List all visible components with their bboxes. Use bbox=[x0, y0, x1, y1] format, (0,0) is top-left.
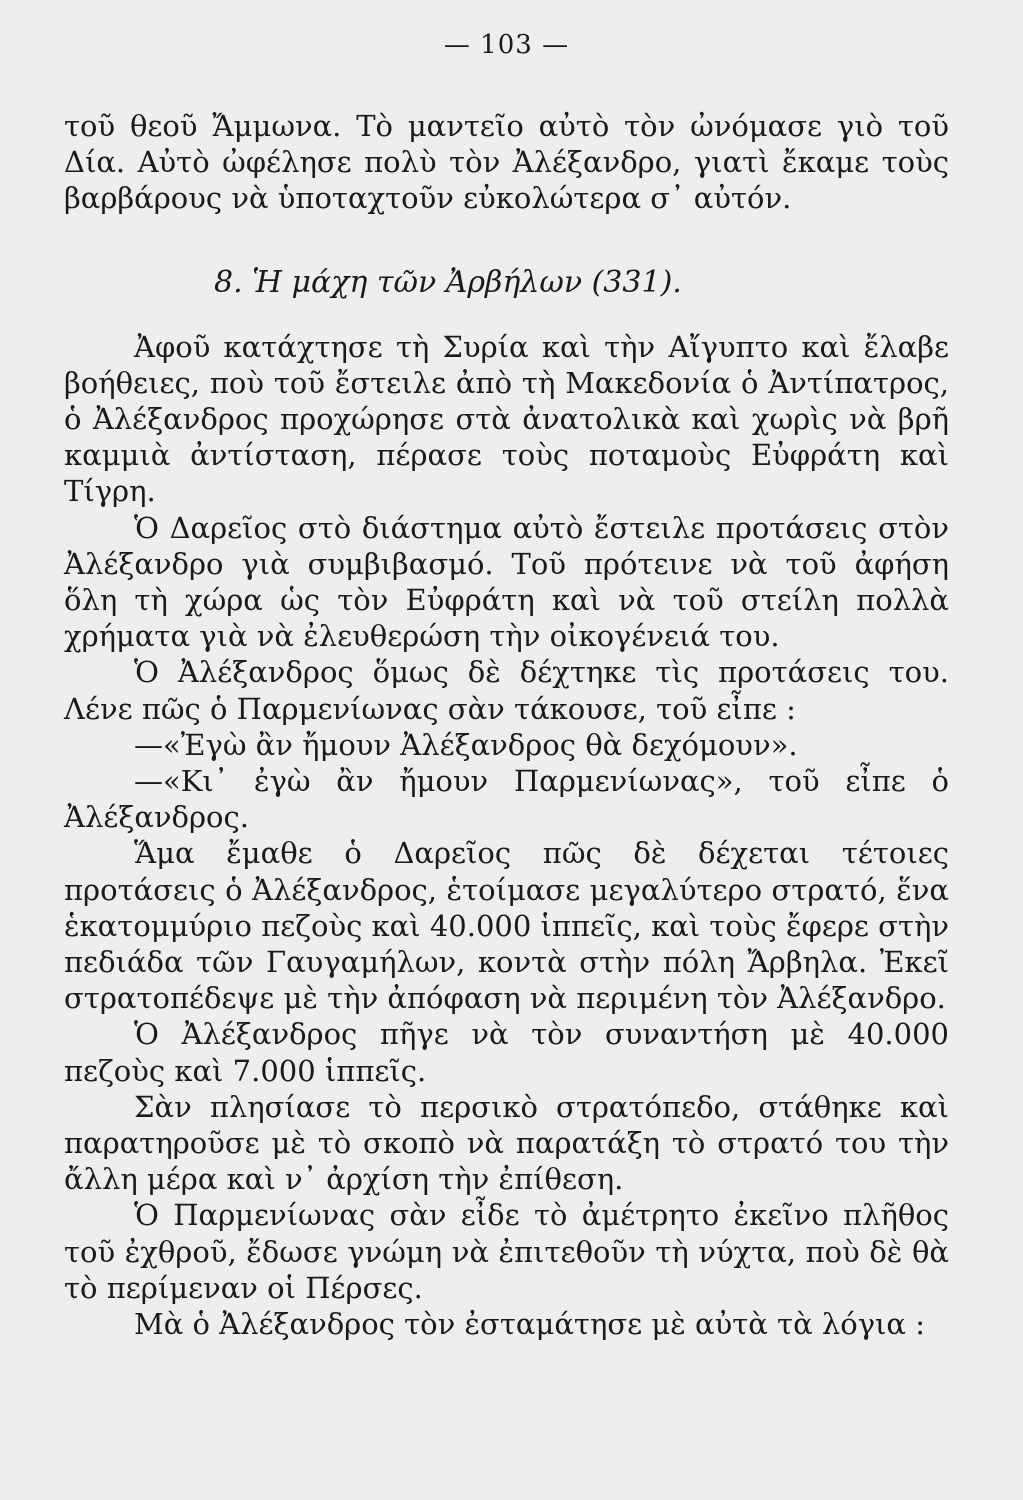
paragraph: Ὁ Ἀλέξανδρος πῆγε νὰ τὸν συναντήση μὲ 40.000 πεζοὺς καὶ 7.000 ἱππεῖς. bbox=[64, 1017, 949, 1088]
dialogue-line: —«Ἐγὼ ἂν ἤμουν Ἀλέξανδρος θὰ δεχόμουν». bbox=[134, 727, 798, 762]
paragraph-continuation: τοῦ θεοῦ Ἄμμωνα. Τὸ μαντεῖο αὐτὸ τὸν ὠνόμασε γιὸ τοῦ Δία. Αὐτὸ ὠφέλησε πολὺ τὸν Ἀλέξανδρο, γιατὶ ἔκαμε τοὺς βαρβάρους νὰ ὑποταχτοῦν εὐκολώτερα σ᾿ αὐτόν. bbox=[64, 109, 949, 216]
page-number: — 103 — bbox=[443, 30, 570, 60]
paragraph: Ὁ Παρμενίωνας σὰν εἶδε τὸ ἀμέτρητο ἐκεῖνο πλῆθος τοῦ ἐχθροῦ, ἔδωσε γνώμη νὰ ἐπιτεθοῦν τὴ νύχτα, ποὺ δὲ θὰ τὸ περίμεναν οἱ Πέρσες. bbox=[64, 1198, 949, 1305]
paragraph: Σὰν πλησίασε τὸ περσικὸ στρατόπεδο, στάθηκε καὶ παρατηροῦσε μὲ τὸ σκοπὸ νὰ παρατάξη τὸ στρατό του τὴν ἄλλη μέρα καὶ ν᾿ ἀρχίση τὴν ἐπίθεση. bbox=[64, 1089, 949, 1197]
paragraph: Μὰ ὁ Ἀλέξανδρος τὸν ἐσταμάτησε μὲ αὐτὰ τὰ λόγια : bbox=[134, 1307, 926, 1342]
paragraph: Ὁ Δαρεῖος στὸ διάστημα αὐτὸ ἔστειλε προτάσεις στὸν Ἀλέξανδρο γιὰ συμβιβασμό. Τοῦ πρότεινε νὰ τοῦ ἀφήση ὅλη τὴ χώρα ὡς τὸν Εὐφράτη καὶ νὰ τοῦ στείλη πολλὰ χρήματα γιὰ νὰ ἐλευθερώση τὴν οἰκογένειά του. bbox=[64, 510, 949, 654]
page-body bbox=[64, 108, 949, 1342]
paragraph: Ἅμα ἔμαθε ὁ Δαρεῖος πῶς δὲ δέχεται τέτοιες προτάσεις ὁ Ἀλέξανδρος, ἑτοίμασε μεγαλύτερο στρατό, ἕνα ἑκατομμύριο πεζοὺς καὶ 40.000 ἱππεῖς, καὶ τοὺς ἔφερε στὴν πεδιάδα τῶν Γαυγαμήλων, κοντὰ στὴν πόλη Ἄρβηλα. Ἐκεῖ στρατοπέδεψε μὲ τὴν ἀπόφαση νὰ περιμένη τὸν Ἀλέξανδρο. bbox=[64, 836, 950, 1016]
paragraph: Ὁ Ἀλέξανδρος ὅμως δὲ δέχτηκε τὶς προτάσεις του. Λένε πῶς ὁ Παρμενίωνας σὰν τάκουσε, τοῦ εἶπε : bbox=[64, 655, 949, 726]
dialogue-line: —«Κι᾿ ἐγὼ ἂν ἤμουν Παρμενίωνας», τοῦ εἶπε ὁ Ἀλέξανδρος. bbox=[64, 764, 949, 835]
paragraph: Ἀφοῦ κατάχτησε τὴ Συρία καὶ τὴν Αἴγυπτο καὶ ἔλαβε βοήθειες, ποὺ τοῦ ἔστειλε ἀπὸ τὴ Μακεδονία ὁ Ἀντίπατρος, ὁ Ἀλέξανδρος προχώρησε στὰ ἀνατολικὰ καὶ χωρὶς νὰ βρῆ καμμιὰ ἀντίσταση, πέρασε τοὺς ποταμοὺς Εὐφράτη καὶ Τίγρη. bbox=[64, 329, 949, 509]
section-heading: 8. Ἡ μάχη τῶν Ἀρβήλων (331). bbox=[214, 264, 682, 300]
